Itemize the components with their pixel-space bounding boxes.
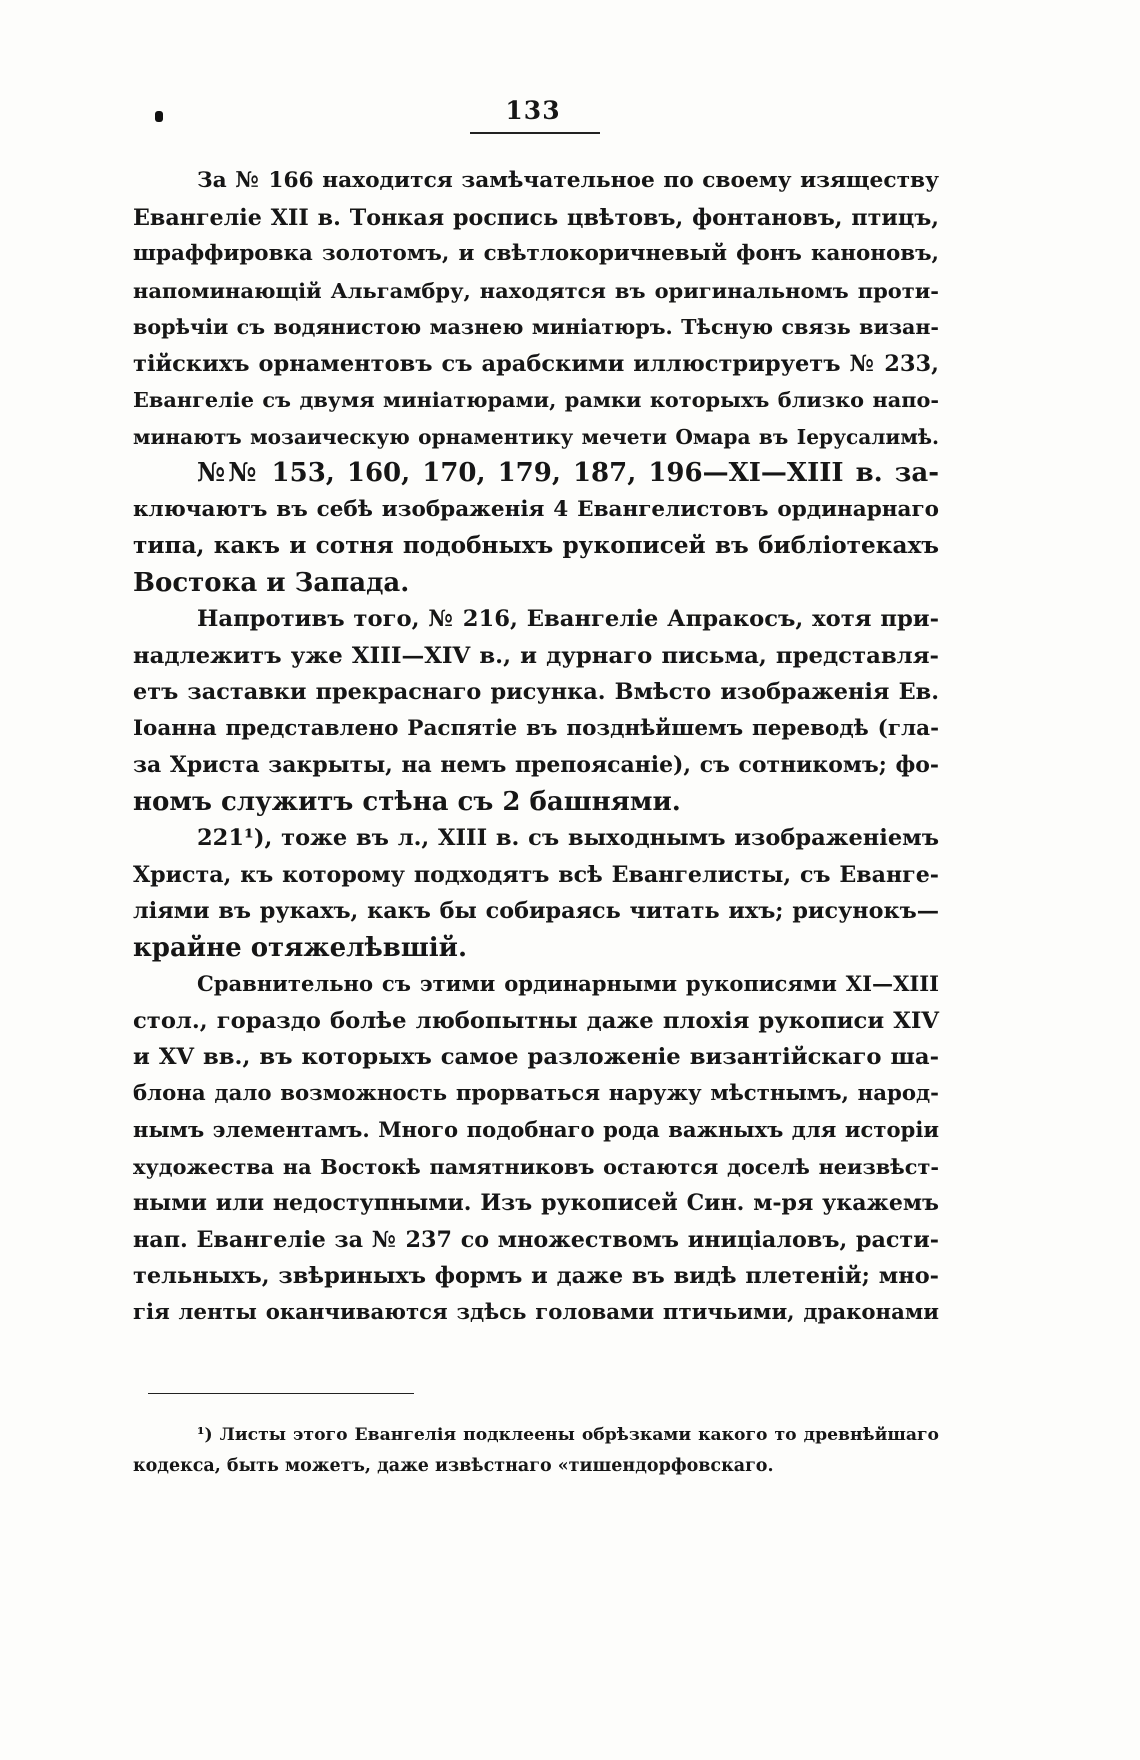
text-line: Евангеліе съ двумя миніатюрами, рамки которыхъ близко напо-: [133, 387, 939, 412]
text-line: Сравнительно съ этими ординарными рукописями XI—XIII: [197, 971, 939, 996]
text-line: блона дало возможность прорваться наружу мѣстнымъ, народ-: [133, 1080, 939, 1106]
footnote-line: кодекса, быть можетъ, даже извѣстнаго «тишендорфовскаго.: [133, 1456, 774, 1476]
text-line: ными или недоступными. Изъ рукописей Син. м-ря укажемъ: [133, 1190, 939, 1216]
text-line: Христа, къ которому подходятъ всѣ Евангелисты, съ Еванге-: [133, 861, 939, 888]
paragraph-5: [133, 966, 939, 1331]
text-line: нап. Евангеліе за № 237 со множествомъ иниціаловъ, расти-: [133, 1226, 939, 1253]
footnote-line: ¹) Листы этого Евангелія подклеены обрѣзками какого то древнѣйшаго: [197, 1425, 939, 1445]
text-line: 221¹), тоже въ л., XIII в. съ выходнымъ изображеніемъ: [197, 825, 939, 851]
text-line: нымъ элементамъ. Много подобнаго рода важныхъ для исторіи: [133, 1117, 939, 1142]
text-line: За № 166 находится замѣчательное по своему изяществу: [197, 168, 939, 193]
text-line: минаютъ мозаическую орнаментику мечети Омара въ Іерусалимѣ.: [133, 424, 939, 449]
margin-ink-mark: [155, 111, 163, 122]
text-line: номъ служитъ стѣна съ 2 башнями.: [133, 786, 681, 817]
text-line: ворѣчіи съ водянистою мазнею миніатюръ. Тѣсную связь визан-: [133, 315, 939, 339]
text-line: №№ 153, 160, 170, 179, 187, 196—XI—XIII в. за-: [197, 458, 939, 488]
text-line: етъ заставки прекраснаго рисунка. Вмѣсто изображенія Ев.: [133, 679, 939, 705]
paragraph-3: [133, 601, 939, 820]
paragraph-4: [133, 820, 939, 966]
footnote: [133, 1420, 939, 1482]
text-line: Іоанна представлено Распятіе въ позднѣйшемъ переводѣ (гла-: [133, 715, 939, 741]
text-line: художества на Востокѣ памятниковъ остаются доселѣ неизвѣст-: [133, 1153, 939, 1179]
text-line: и XV вв., въ которыхъ самое разложеніе византійскаго ша-: [133, 1044, 939, 1070]
paragraph-2: [133, 455, 939, 601]
text-line: тійскихъ орнаментовъ съ арабскими иллюстрируетъ № 233,: [133, 350, 939, 377]
paragraph-1: [133, 163, 939, 455]
text-line: Востока и Запада.: [133, 567, 410, 598]
text-line: тельныхъ, звѣриныхъ формъ и даже въ видѣ плетеній; мно-: [133, 1263, 939, 1289]
text-line: гія ленты оканчиваются здѣсь головами птичьими, драконами: [133, 1299, 939, 1325]
text-line: напоминающій Альгамбру, находятся въ оригинальномъ проти-: [133, 277, 939, 303]
page-number: 133: [505, 96, 561, 125]
text-line: за Христа закрыты, на немъ препоясаніе), съ сотникомъ; фо-: [133, 752, 939, 778]
text-line: типа, какъ и сотня подобныхъ рукописей въ библіотекахъ: [133, 532, 939, 559]
text-line: Напротивъ того, № 216, Евангеліе Апракосъ, хотя при-: [197, 606, 939, 632]
text-line: Евангеліе XII в. Тонкая роспись цвѣтовъ, фонтановъ, птицъ,: [133, 204, 939, 231]
page-number-rule: [470, 132, 600, 134]
text-line: ключаютъ въ себѣ изображенія 4 Евангелистовъ ординарнаго: [133, 496, 939, 522]
main-text: [133, 163, 939, 1331]
footnote-separator: [148, 1393, 414, 1394]
text-line: надлежитъ уже XIII—XIV в., и дурнаго письма, представля-: [133, 642, 939, 669]
text-line: крайне отяжелѣвшій.: [133, 932, 468, 963]
text-line: ліями въ рукахъ, какъ бы собираясь читать ихъ; рисунокъ—: [133, 898, 939, 924]
text-line: шраффировка золотомъ, и свѣтлокоричневый фонъ каноновъ,: [133, 241, 939, 266]
text-line: стол., гораздо болѣе любопытны даже плохія рукописи XIV: [133, 1007, 939, 1034]
